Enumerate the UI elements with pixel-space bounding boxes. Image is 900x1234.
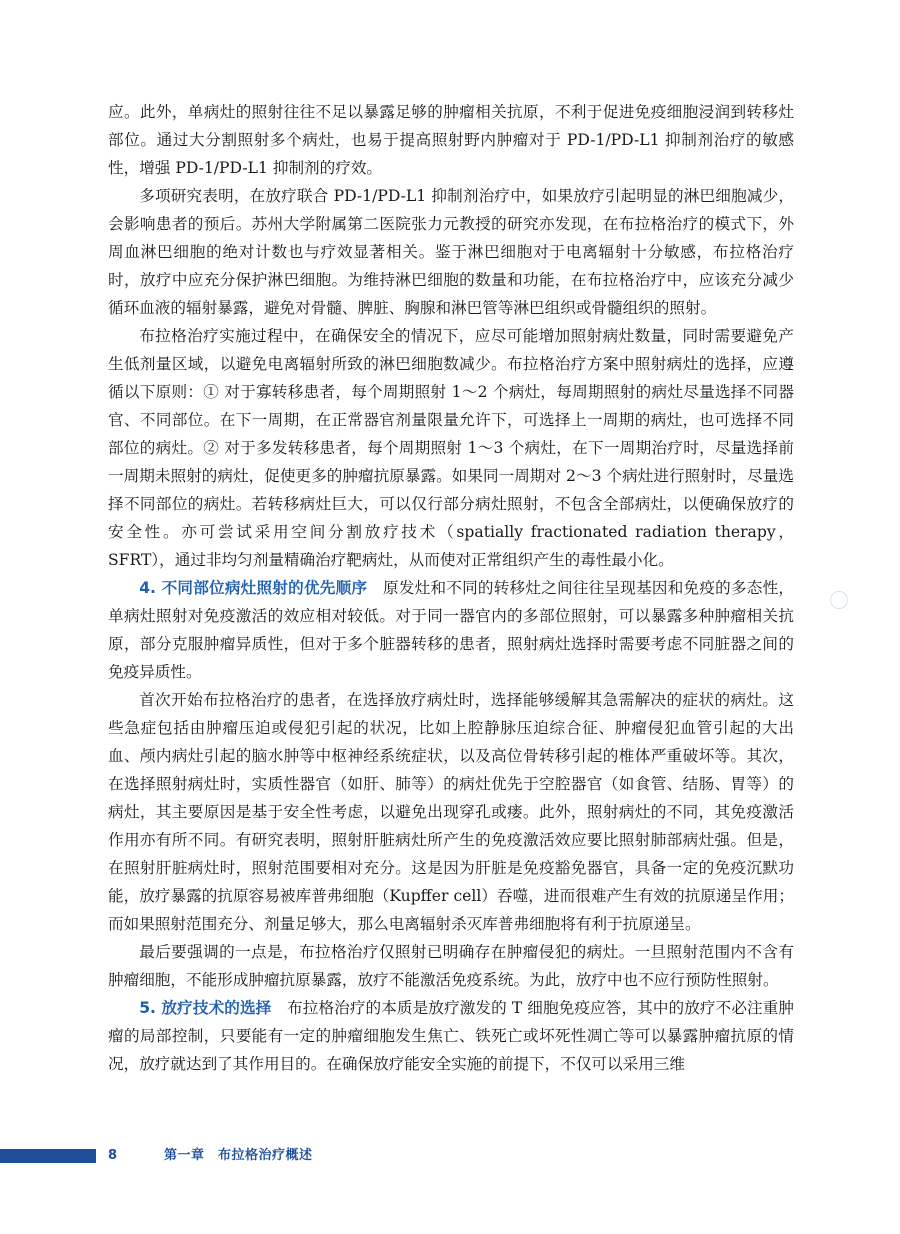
paragraph-lesion-selection: 布拉格治疗实施过程中，在确保安全的情况下，应尽可能增加照射病灶数量，同时需要避免产生低剂量区域，以避免电离辐射所致的淋巴细胞数减少。布拉格治疗方案中照射病灶的选择，应遵循以下原则：① 对于寡转移患者，每个周期照射 1～2 个病灶，每周期照射的病灶尽量选择不同器官、不同部位。在下一周期，在正常器官剂量限量允许下，可选择上一周期的病灶，也可选择不同部位的病灶。② 对于多发转移患者，每个周期照射 1～3 个病灶，在下一周期治疗时，尽量选择前一周期未照射的病灶，促使更多的肿瘤抗原暴露。如果同一周期对 2～3 个病灶进行照射时，尽量选择不同部位的病灶。若转移病灶巨大，可以仅行部分病灶照射，不包含全部病灶，以便确保放疗的安全性。亦可尝试采用空间分割放疗技术（spatially fractionated radiation therapy，SFRT），通过非均匀剂量精确治疗靶病灶，从而使对正常组织产生的毒性最小化。 <box>108 327 794 569</box>
paragraph-emphasis: 最后要强调的一点是，布拉格治疗仅照射已明确存在肿瘤侵犯的病灶。一旦照射范围内不含有肿瘤细胞，不能形成肿瘤抗原暴露，放疗不能激活免疫系统。为此，放疗中也不应行预防性照射。 <box>108 943 794 989</box>
paragraph-priority: 首次开始布拉格治疗的患者，在选择放疗病灶时，选择能够缓解其急需解决的症状的病灶。这些急症包括由肿瘤压迫或侵犯引起的状况，比如上腔静脉压迫综合征、肿瘤侵犯血管引起的大出血、颅内病灶引起的脑水肿等中枢神经系统症状，以及高位骨转移引起的椎体严重破坏等。其次，在选择照射病灶时，实质性器官（如肝、肺等）的病灶优先于空腔器官（如食管、结肠、胃等）的病灶，其主要原因是基于安全性考虑，以避免出现穿孔或瘘。此外，照射病灶的不同，其免疫激活作用亦有所不同。有研究表明，照射肝脏病灶所产生的免疫激活效应要比照射肺部病灶强。但是，在照射肝脏病灶时，照射范围要相对充分。这是因为肝脏是免疫豁免器官，具备一定的免疫沉默功能，放疗暴露的抗原容易被库普弗细胞（Kupffer cell）吞噬，进而很难产生有效的抗原递呈作用；而如果照射范围充分、剂量足够大，那么电离辐射杀灭库普弗细胞将有利于抗原递呈。 <box>108 691 794 933</box>
footer-band <box>0 1149 96 1163</box>
running-chapter-title: 第一章 布拉格治疗概述 <box>164 1148 313 1163</box>
paragraph-lymphocyte: 多项研究表明，在放疗联合 PD-1/PD-L1 抑制剂治疗中，如果放疗引起明显的淋巴细胞减少，会影响患者的预后。苏州大学附属第二医院张力元教授的研究亦发现，在布拉格治疗的模式下，外周血淋巴细胞的绝对计数也与疗效显著相关。鉴于淋巴细胞对于电离辐射十分敏感，布拉格治疗时，放疗中应充分保护淋巴细胞。为维持淋巴细胞的数量和功能，在布拉格治疗中，应该充分减少循环血液的辐射暴露，避免对骨髓、脾脏、胸腺和淋巴管等淋巴组织或骨髓组织的照射。 <box>108 187 794 317</box>
section-4-lead: 原发灶和不同的转移灶之间往往呈现基因和免疫的多态性，单病灶照射对免疫激活的效应相对较低。对于同一器官内的多部位照射，可以暴露多种肿瘤相关抗原，部分克服肿瘤异质性，但对于多个脏器转移的患者，照射病灶选择时需要考虑不同脏器之间的免疫异质性。 <box>108 579 794 681</box>
section-4-paragraph <box>108 574 794 686</box>
section-5-paragraph <box>108 994 794 1078</box>
section-4-heading: 4. 不同部位病灶照射的优先顺序 <box>139 579 368 597</box>
body-text <box>108 98 794 1078</box>
margin-mark-icon <box>830 591 848 609</box>
section-5-lead: 布拉格治疗的本质是放疗激发的 T 细胞免疫应答，其中的放疗不必注重肿瘤的局部控制，只要能有一定的肿瘤细胞发生焦亡、铁死亡或坏死性凋亡等可以暴露肿瘤抗原的情况，放疗就达到了其作用目的。在确保放疗能安全实施的前提下，不仅可以采用三维 <box>108 999 794 1073</box>
paragraph-continuation: 应。此外，单病灶的照射往往不足以暴露足够的肿瘤相关抗原，不利于促进免疫细胞浸润到转移灶部位。通过大分割照射多个病灶，也易于提高照射野内肿瘤对于 PD-1/PD-L1 抑制剂治疗的敏感性，增强 PD-1/PD-L1 抑制剂的疗效。 <box>108 103 794 177</box>
page-number: 8 <box>108 1148 118 1163</box>
section-5-heading: 5. 放疗技术的选择 <box>139 999 272 1017</box>
